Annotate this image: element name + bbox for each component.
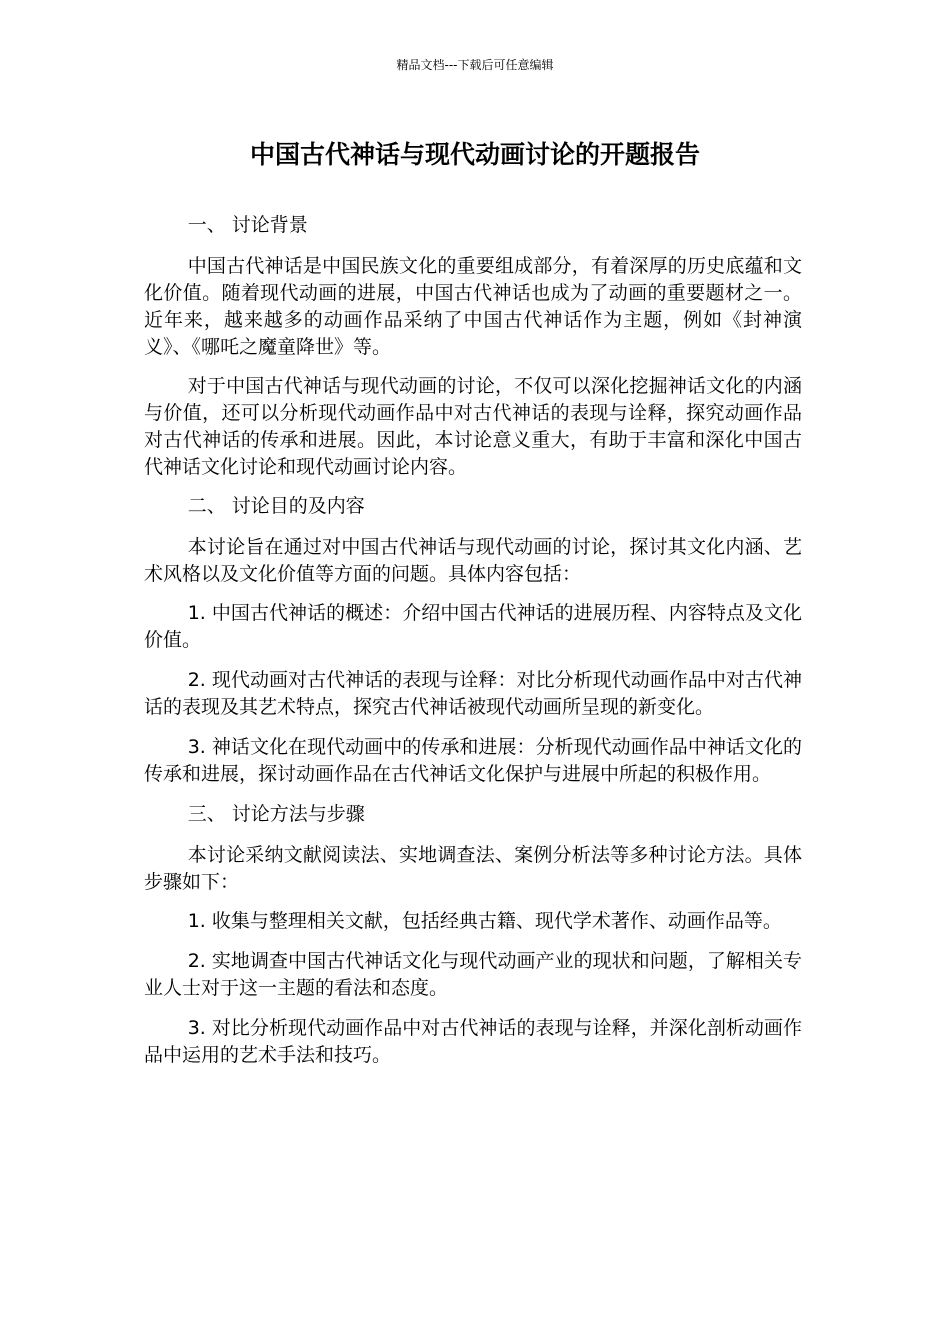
paragraph-method-intro: 本讨论采纳文献阅读法、实地调查法、案例分析法等多种讨论方法。具体步骤如下： [144,844,802,893]
list-item-method-1: 1. 收集与整理相关文献，包括经典古籍、现代学术著作、动画作品等。 [187,910,782,932]
paragraph-purpose-intro: 本讨论旨在通过对中国古代神话与现代动画的讨论，探讨其文化内涵、艺术风格以及文化价值等方面的问题。具体内容包括： [144,536,802,585]
section-heading-method: 三、 讨论方法与步骤 [187,803,365,825]
list-item-purpose-1: 1. 中国古代神话的概述：介绍中国古代神话的进展历程、内容特点及文化价值。 [144,602,802,651]
document-body [144,212,802,1082]
section-heading-background: 一、 讨论背景 [187,214,308,236]
list-item-method-3: 3. 对比分析现代动画作品中对古代神话的表现与诠释，并深化剖析动画作品中运用的艺术手法和技巧。 [144,1017,802,1066]
list-item-purpose-3: 3. 神话文化在现代动画中的传承和进展：分析现代动画作品中神话文化的传承和进展，探讨动画作品在古代神话文化保护与进展中所起的积极作用。 [144,736,802,785]
section-heading-purpose: 二、 讨论目的及内容 [187,495,365,517]
paragraph-background-1: 中国古代神话是中国民族文化的重要组成部分，有着深厚的历史底蕴和文化价值。随着现代动画的进展，中国古代神话也成为了动画的重要题材之一。近年来，越来越多的动画作品采纳了中国古代神话作为主题，例如《封神演义》、《哪吒之魔童降世》等。 [144,255,802,358]
list-item-method-2: 2. 实地调查中国古代神话文化与现代动画产业的现状和问题，了解相关专业人士对于这一主题的看法和态度。 [144,950,802,999]
document-title: 中国古代神话与现代动画讨论的开题报告 [249,140,700,169]
paragraph-background-2: 对于中国古代神话与现代动画的讨论，不仅可以深化挖掘神话文化的内涵与价值，还可以分析现代动画作品中对古代神话的表现与诠释，探究动画作品对古代神话的传承和进展。因此，本讨论意义重大，有助于丰富和深化中国古代神话文化讨论和现代动画讨论内容。 [144,375,802,478]
list-item-purpose-2: 2. 现代动画对古代神话的表现与诠释：对比分析现代动画作品中对古代神话的表现及其艺术特点，探究古代神话被现代动画所呈现的新变化。 [144,669,802,718]
header-note: 精品文档---下载后可任意编辑 [396,58,554,72]
